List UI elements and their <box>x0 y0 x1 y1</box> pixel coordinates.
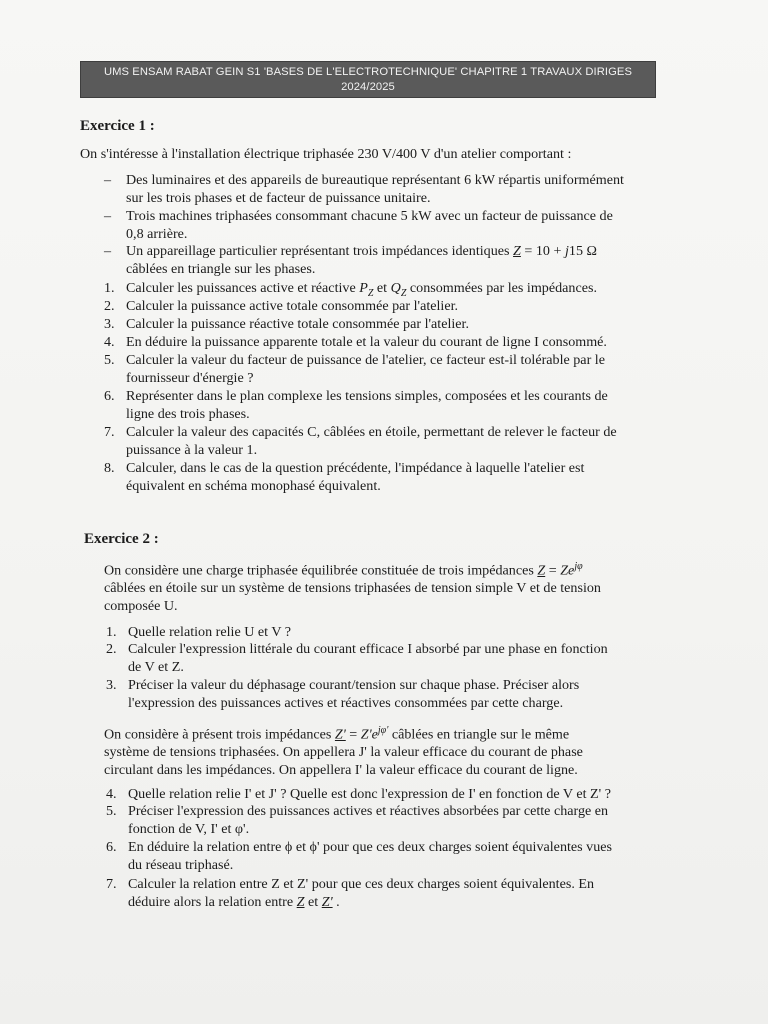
bullet-3-text: Un appareillage particulier représentant trois impédances identiques <box>126 243 514 259</box>
Zprime-modulus: Z' <box>360 726 372 743</box>
ex2-question-1 <box>106 624 666 642</box>
ex2-q3-line-2: l'expression des puissances actives et réactives consommées par cette charge. <box>128 694 564 711</box>
Q-subscript: Z <box>400 287 407 299</box>
question-number: 5. <box>106 803 117 819</box>
question-number: 1. <box>106 624 117 640</box>
ex1-q4-text: En déduire la puissance apparente totale et la valeur du courant de ligne I consommé. <box>126 334 607 350</box>
ex2-question-3 <box>106 677 666 713</box>
exp-superscript: jφ <box>574 561 583 572</box>
bullet-item-2 <box>104 208 664 244</box>
ex2-q4-text: Quelle relation relie I' et J' ? Quelle est donc l'expression de I' en fonction de V et Z' ? <box>128 786 611 802</box>
ex2-question-7 <box>106 876 666 912</box>
bullet-item-1 <box>104 172 664 208</box>
ex1-q3-text: Calculer la puissance réactive totale consommée par l'atelier. <box>126 316 469 332</box>
exercise-1-intro: On s'intéresse à l'installation électrique triphasée 230 V/400 V d'un atelier comportant : <box>80 146 572 162</box>
ex2-middle-line-2: système de tensions triphasées. On appellera J' la valeur efficace du courant de phase <box>104 744 583 761</box>
ex2-q7-line-1: Calculer la relation entre Z et Z' pour que ces deux charges soient équivalentes. En <box>128 876 595 892</box>
header-line-2: 2024/2025 <box>341 81 395 93</box>
equals-sign: = <box>345 726 361 743</box>
P-subscript: Z <box>367 287 374 299</box>
imaginary-j: j <box>564 243 569 259</box>
ex2-middle-post: câblées en triangle sur le même <box>388 726 570 743</box>
conjunction: et <box>304 893 322 910</box>
ex1-q8-line-2: équivalent en schéma monophasé équivalent. <box>126 477 381 494</box>
bullet-1-line-1: Des luminaires et des appareils de bureautique représentant 6 kW répartis uniformément <box>126 172 624 188</box>
question-number: 7. <box>106 876 117 892</box>
header-banner <box>80 61 656 98</box>
question-number: 3. <box>104 316 115 332</box>
ex1-q8-line-1: Calculer, dans le cas de la question précédente, l'impédance à laquelle l'atelier est <box>126 460 585 476</box>
Z-modulus: Z <box>560 562 569 579</box>
ex1-q5-line-1: Calculer la valeur du facteur de puissance de l'atelier, ce facteur est-il tolérable par le <box>126 352 605 368</box>
ex1-question-2 <box>104 298 664 316</box>
ex1-q6-line-2: ligne des trois phases. <box>126 405 250 422</box>
ex2-q1-text: Quelle relation relie U et V ? <box>128 624 292 640</box>
ex2-middle-line-1 <box>104 722 664 744</box>
exp-e: e <box>371 726 378 743</box>
question-number: 8. <box>104 460 115 476</box>
bullet-2-line-1: Trois machines triphasées consommant chacune 5 kW avec un facteur de puissance de <box>126 208 613 224</box>
ex2-question-6 <box>106 839 666 875</box>
ex2-q6-line-1: En déduire la relation entre ϕ et ϕ' pour que ces deux charges soient équivalentes vues <box>128 839 612 855</box>
bullet-3-line-2: câblées en triangle sur les phases. <box>126 260 316 277</box>
exercise-2-middle <box>104 722 664 776</box>
question-number: 1. <box>104 280 115 296</box>
impedance-expr: = 10 + <box>520 243 565 259</box>
P-symbol: P <box>359 280 368 296</box>
bullet-item-3 <box>104 243 664 279</box>
ex2-middle-text: On considère à présent trois impédances <box>104 726 335 743</box>
exercise-2-intro <box>104 558 664 612</box>
ex2-question-2 <box>106 641 666 677</box>
ex1-q7-line-2: puissance à la valeur 1. <box>126 441 258 458</box>
question-number: 7. <box>104 424 115 440</box>
question-number: 4. <box>106 786 117 802</box>
ex2-intro-line-3: composée U. <box>104 597 178 614</box>
question-number: 2. <box>104 298 115 314</box>
ex2-q2-line-2: de V et Z. <box>128 658 184 675</box>
ex1-q1-pre: Calculer les puissances active et réactive <box>126 280 360 296</box>
ex2-q2-line-1: Calculer l'expression littérale du courant efficace I absorbé par une phase en fonction <box>128 641 608 657</box>
ex1-question-8 <box>104 460 664 496</box>
ex1-q5-line-2: fournisseur d'énergie ? <box>126 369 254 386</box>
ex2-q7-line-2 <box>128 894 340 912</box>
impedance-Z-symbol: Z <box>296 893 305 910</box>
question-number: 5. <box>104 352 115 368</box>
header-line-1: UMS ENSAM RABAT GEIN S1 'BASES DE L'ELECTROTECHNIQUE' CHAPITRE 1 TRAVAUX DIRIGES <box>103 66 633 78</box>
impedance-Zprime-symbol: Z' <box>334 726 346 743</box>
ex2-intro-line-2: câblées en étoile sur un système de tensions triphasées de tension simple V et de tension <box>104 580 601 597</box>
ex2-q6-line-2: du réseau triphasé. <box>128 856 234 873</box>
ex1-q6-line-1: Représenter dans le plan complexe les tensions simples, composées et les courants de <box>126 388 608 404</box>
ex2-question-4 <box>106 786 666 804</box>
ex1-q1-mid: et <box>373 280 391 296</box>
exp-superscript: jφ' <box>377 725 389 736</box>
bullet-marker: – <box>104 208 112 224</box>
question-number: 2. <box>106 641 117 657</box>
impedance-expr-tail: 15 Ω <box>568 243 597 259</box>
ex1-question-4 <box>104 334 664 352</box>
ex1-q2-text: Calculer la puissance active totale consommée par l'atelier. <box>126 298 459 314</box>
end-punctuation: . <box>332 893 340 910</box>
impedance-Zprime-symbol: Z' <box>321 893 333 910</box>
Q-symbol: Q <box>390 280 401 296</box>
ex2-q3-line-1: Préciser la valeur du déphasage courant/tension sur chaque phase. Préciser alors <box>128 677 580 693</box>
ex2-q7-text: déduire alors la relation entre <box>128 893 297 910</box>
ex1-q7-line-1: Calculer la valeur des capacités C, câblées en étoile, permettant de relever le facteur de <box>126 424 617 440</box>
bullet-2-line-2: 0,8 arrière. <box>126 225 188 242</box>
ex1-question-7 <box>104 424 664 460</box>
ex1-question-5 <box>104 352 664 388</box>
ex2-middle-line-3: circulant dans les impédances. On appellera I' la valeur efficace du courant de ligne. <box>104 761 578 778</box>
question-number: 6. <box>104 388 115 404</box>
impedance-Z-symbol: Z <box>513 243 521 259</box>
question-number: 6. <box>106 839 117 855</box>
ex1-question-3 <box>104 316 664 334</box>
bullet-3-line-1 <box>126 243 597 261</box>
ex2-intro-text: On considère une charge triphasée équilibrée constituée de trois impédances <box>104 562 538 579</box>
ex2-q5-line-1: Préciser l'expression des puissances actives et réactives absorbées par cette charge en <box>128 803 609 819</box>
ex1-question-6 <box>104 388 664 424</box>
exercise-2-title: Exercice 2 : <box>84 531 159 547</box>
ex2-question-5 <box>106 803 666 839</box>
equals-sign: = <box>545 562 561 579</box>
ex2-intro-line-1 <box>104 558 664 580</box>
bullet-marker: – <box>104 243 112 259</box>
exp-e: e <box>568 562 575 579</box>
ex1-q1-post: consommées par les impédances. <box>406 280 597 296</box>
exercise-1-title: Exercice 1 : <box>80 118 155 134</box>
question-number: 3. <box>106 677 117 693</box>
bullet-marker: – <box>104 172 112 188</box>
impedance-Z-symbol: Z <box>537 562 546 579</box>
ex2-q5-line-2: fonction de V, I' et φ'. <box>128 820 250 837</box>
question-number: 4. <box>104 334 115 350</box>
ex1-question-1 <box>104 280 664 298</box>
bullet-1-line-2: sur les trois phases et de facteur de puissance unitaire. <box>126 189 431 206</box>
